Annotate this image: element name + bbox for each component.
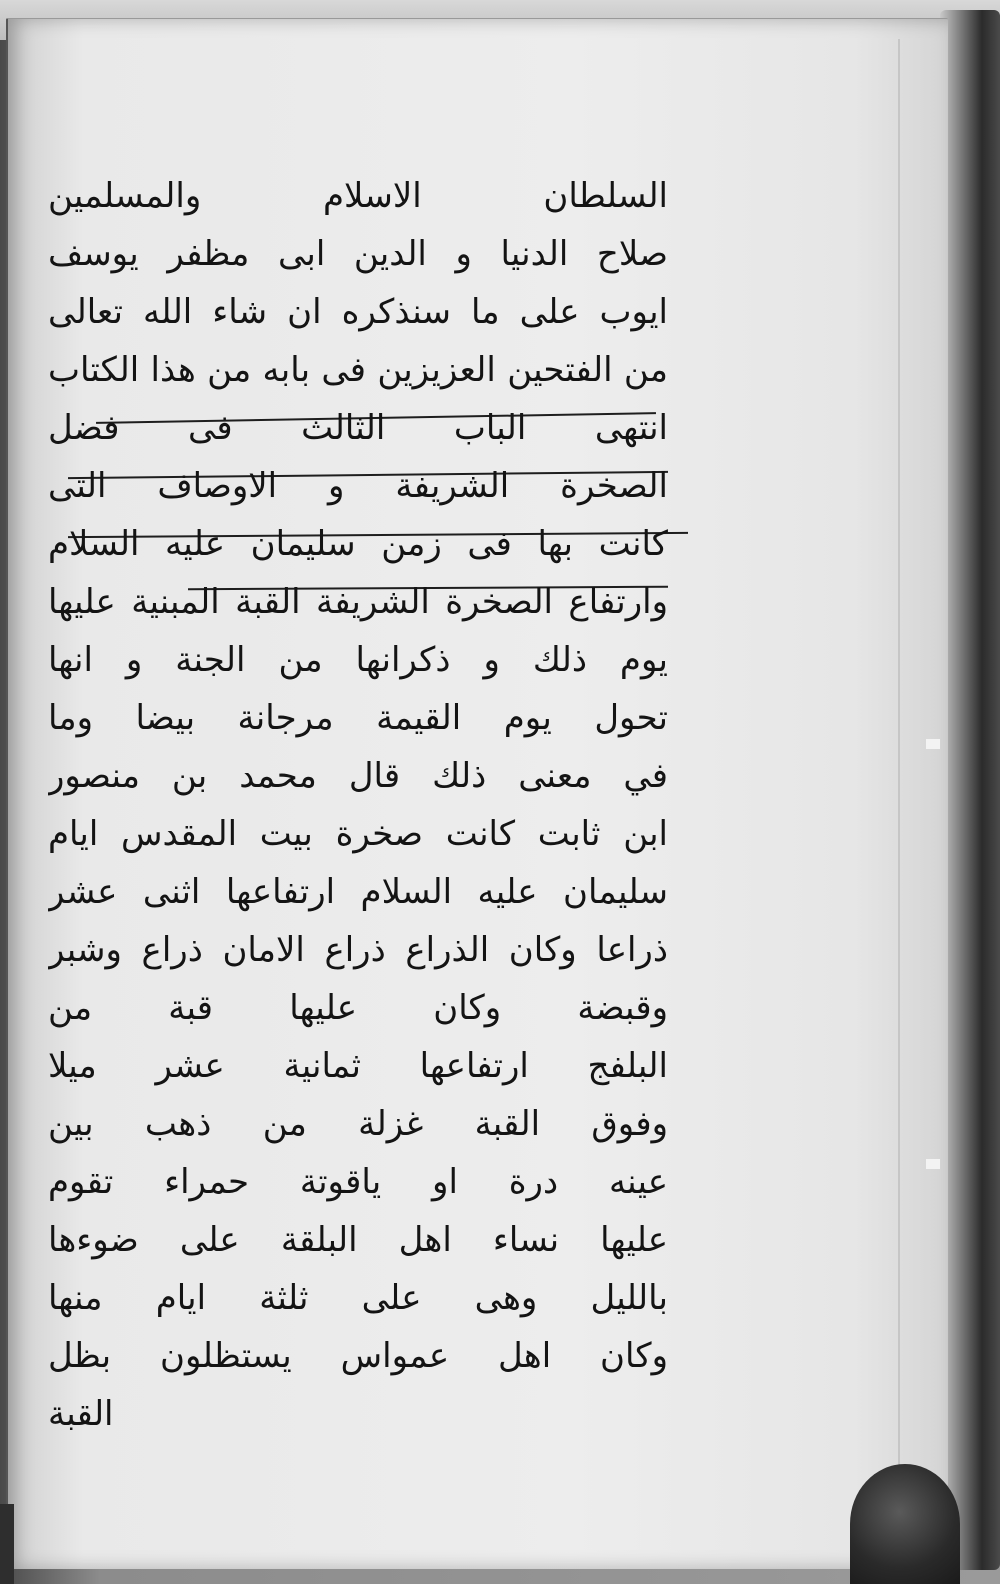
- text-line: تحول يوم القيمة مرجانة بيضا وما: [48, 698, 668, 738]
- text-line: من الفتحين العزيزين فى بابه من هذا الكتاب: [48, 350, 668, 390]
- book-fore-edge: [940, 10, 1000, 1570]
- text-line: في معنى ذلك قال محمد بن منصور: [48, 756, 668, 796]
- text-line: وكان اهل عمواس يستظلون بظل: [48, 1336, 668, 1376]
- text-line: وارتفاع الصخرة الشريفة القبة المبنية عليها: [48, 582, 668, 622]
- text-line: ابن ثابت كانت صخرة بيت المقدس ايام: [48, 814, 668, 854]
- catchword: القبة: [48, 1394, 114, 1434]
- text-line: عليها نساء اهل البلقة على ضوءها: [48, 1220, 668, 1260]
- scan-corner: [0, 1504, 14, 1584]
- text-line: انتهى الباب الثالث فى فضل: [48, 408, 668, 448]
- text-line: الصخرة الشريفة و الاوصاف التى: [48, 466, 668, 506]
- text-line: عينه درة او ياقوتة حمراء تقوم: [48, 1162, 668, 1202]
- text-line: بالليل وهى على ثلثة ايام منها: [48, 1278, 668, 1318]
- thumb-shadow: [850, 1464, 960, 1584]
- margin-tab: [926, 1159, 940, 1169]
- text-line: سليمان عليه السلام ارتفاعها اثنى عشر: [48, 872, 668, 912]
- text-line: ذراعا وكان الذراع ذراع الامان ذراع وشبر: [48, 930, 668, 970]
- text-line: البلفج ارتفاعها ثمانية عشر ميلا: [48, 1046, 668, 1086]
- text-line: يوم ذلك و ذكرانها من الجنة و انها: [48, 640, 668, 680]
- text-line: ايوب على ما سنذكره ان شاء الله تعالى: [48, 292, 668, 332]
- text-line: صلاح الدنيا و الدين ابى مظفر يوسف: [48, 234, 668, 274]
- text-line: كانت بها فى زمن سليمان عليه السلام: [48, 524, 668, 564]
- text-line: وفوق القبة غزلة من ذهب بين: [48, 1104, 668, 1144]
- text-line: وقبضة وكان عليها قبة من: [48, 988, 668, 1028]
- manuscript-text-block: [48, 167, 668, 1443]
- text-line: السلطان الاسلام والمسلمين: [48, 176, 668, 216]
- manuscript-page: [6, 18, 948, 1569]
- margin-tab: [926, 739, 940, 749]
